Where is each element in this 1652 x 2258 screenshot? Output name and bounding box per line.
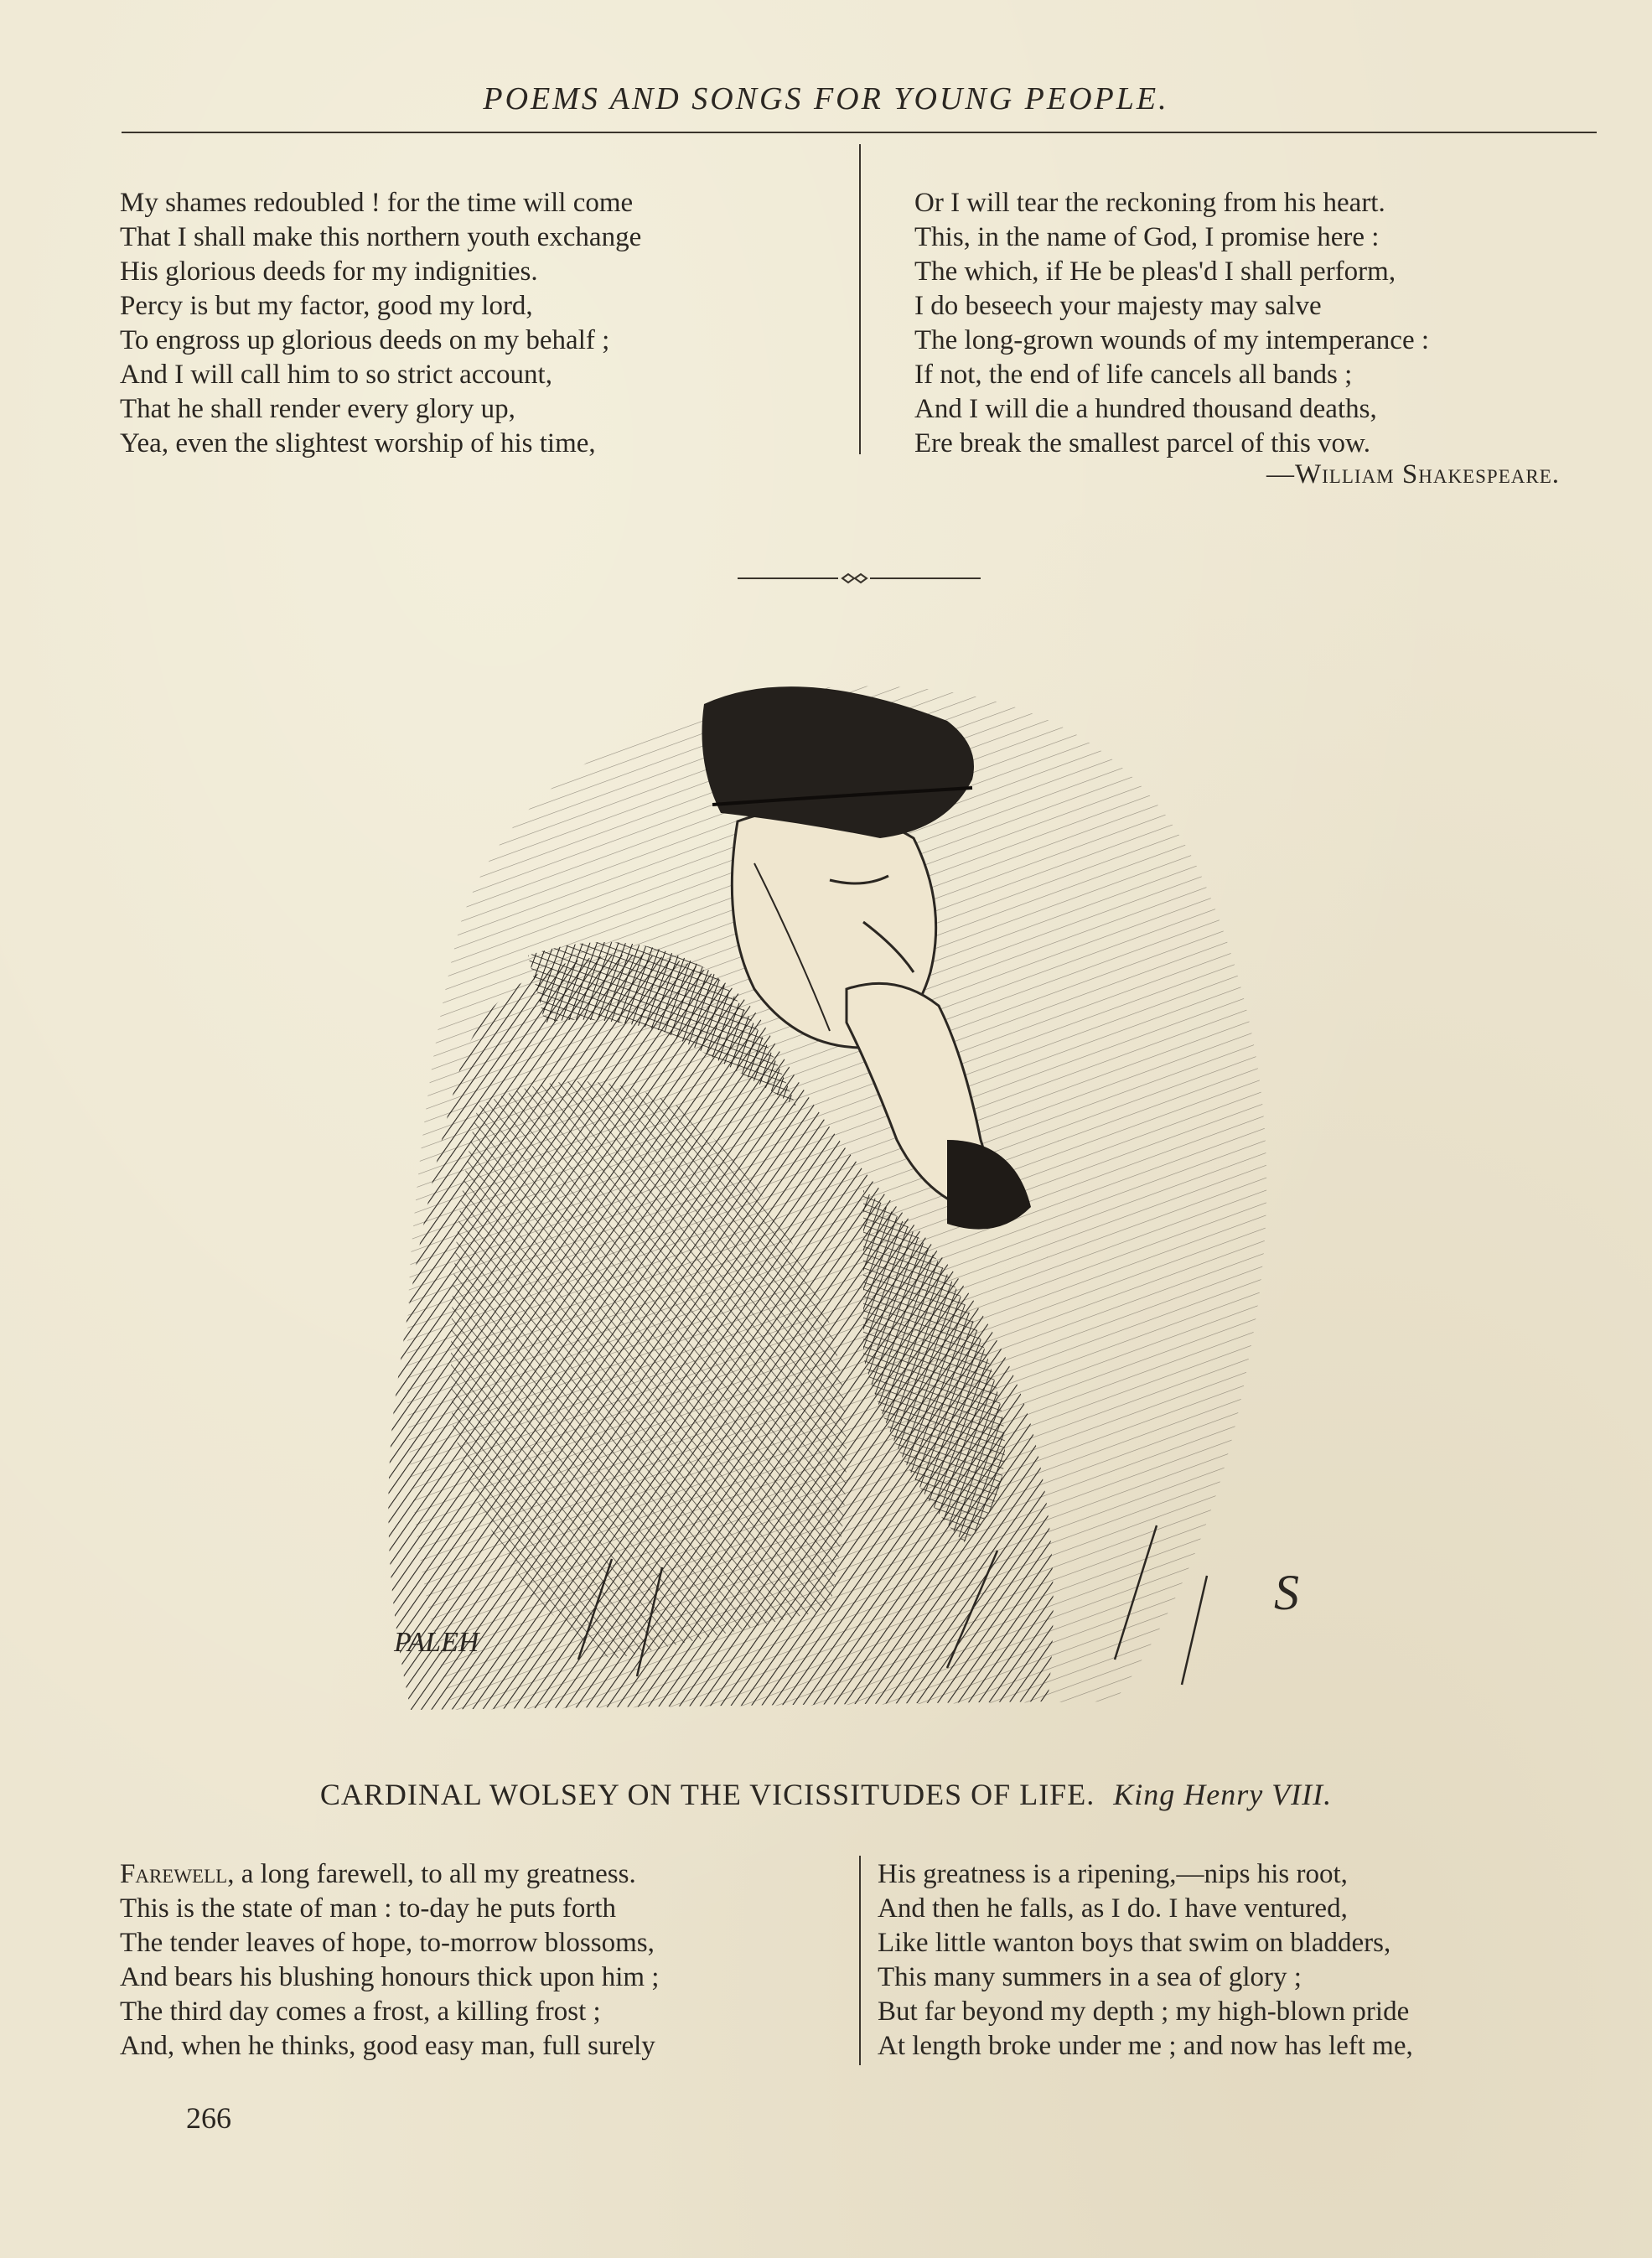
poem-line: And then he falls, as I do. I have ventured, (878, 1893, 1348, 1924)
poem-line: To engross up glorious deeds on my behalf ; (120, 325, 610, 355)
poem-line: This is the state of man : to-day he puts forth (120, 1893, 617, 1924)
poem-line (120, 1857, 659, 1892)
poem-line: That I shall make this northern youth exchange (120, 222, 642, 252)
poem-line: If not, the end of life cancels all bands ; (914, 360, 1353, 390)
opening-word: Farewell, (120, 1859, 235, 1889)
poem-line: This, in the name of God, I promise here : (914, 222, 1380, 252)
ornament-divider (738, 570, 981, 587)
poem-line: Ere break the smallest parcel of this vow. (914, 428, 1371, 458)
poem-line: But far beyond my depth ; my high-blown pride (878, 1996, 1410, 2027)
poem-line: The tender leaves of hope, to-morrow blossoms, (120, 1928, 655, 1958)
poem-line: My shames redoubled ! for the time will come (120, 188, 634, 218)
column-divider-lower (859, 1856, 861, 2065)
poem-line: The third day comes a frost, a killing frost ; (120, 1996, 601, 2027)
poem-line: Percy is but my factor, good my lord, (120, 291, 533, 321)
page-number: 266 (186, 2101, 231, 2135)
header-rule (122, 132, 1597, 133)
cardinal-wolsey-engraving (360, 671, 1366, 1735)
running-header: POEMS AND SONGS FOR YOUNG PEOPLE. (483, 81, 1169, 117)
illustration-caption (0, 1777, 1652, 1812)
artist-signature: PALEH (394, 1627, 479, 1658)
caption-source: King Henry VIII. (1113, 1778, 1333, 1811)
lower-left-column (120, 1857, 659, 2064)
poem-line: And I will call him to so strict account, (120, 360, 552, 390)
poem-line: And, when he thinks, good easy man, full surely (120, 2031, 655, 2061)
lower-right-column (878, 1857, 1413, 2064)
poem-line: At length broke under me ; and now has left me, (878, 2031, 1413, 2061)
caption-title: CARDINAL WOLSEY ON THE VICISSITUDES OF LIFE. (319, 1778, 1095, 1811)
poem-line: His glorious deeds for my indignities. (120, 256, 538, 287)
attribution: —William Shakespeare. (1266, 459, 1560, 489)
poem-line: Or I will tear the reckoning from his heart. (914, 188, 1385, 218)
poem-line: Yea, even the slightest worship of his time, (120, 428, 596, 458)
upper-right-column (914, 186, 1429, 461)
poem-line: This many summers in a sea of glory ; (878, 1962, 1302, 1992)
poem-line: The which, if He be pleas'd I shall perform, (914, 256, 1396, 287)
column-divider-upper (859, 144, 861, 454)
poem-line: His greatness is a ripening,—nips his root, (878, 1859, 1348, 1889)
poem-line: The long-grown wounds of my intemperance : (914, 325, 1430, 355)
poem-line-rest: a long farewell, to all my greatness. (234, 1859, 636, 1889)
poem-line: And I will die a hundred thousand deaths, (914, 394, 1377, 424)
upper-left-column (120, 186, 641, 461)
poem-line: I do beseech your majesty may salve (914, 291, 1322, 321)
engraver-monogram: S (1274, 1565, 1299, 1620)
poem-line: Like little wanton boys that swim on bladders, (878, 1928, 1391, 1958)
poem-line: That he shall render every glory up, (120, 394, 515, 424)
poem-line: And bears his blushing honours thick upon him ; (120, 1962, 660, 1992)
